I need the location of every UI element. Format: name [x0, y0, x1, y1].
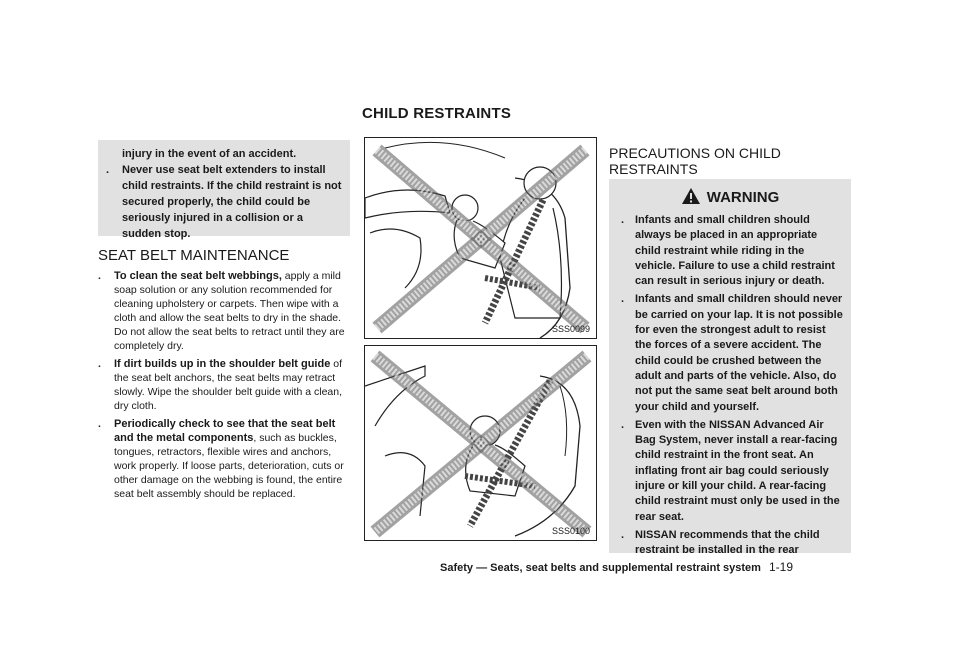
footer-section-title: Safety — Seats, seat belts and supplemental restraint system — [440, 562, 761, 574]
item-lead: To clean the seat belt webbings, — [114, 270, 282, 282]
bullet-dot: . — [621, 293, 625, 306]
warning-item — [621, 292, 843, 414]
warning-item — [621, 213, 843, 289]
page-footer — [440, 560, 793, 574]
precautions-heading-line2: RESTRAINTS — [609, 161, 698, 177]
warning-item-text: Infants and small children should always be placed in an appropriate child restraint while riding in the vehicle. Failure to use a child restraint can result in serious injury or death. — [635, 214, 835, 288]
warning-item-text: Infants and small children should never be carried on your lap. It is not possible for even the strongest adult to resist the forces of a severe accident. The child could be crushed between the adult and parts of the vehicle. Also, do not put the same seat belt around both your child and yourself. — [635, 293, 843, 413]
maintenance-item — [98, 269, 350, 353]
figure-adult-lap-child — [364, 137, 597, 339]
item-lead: If dirt builds up in the shoulder belt guide — [114, 358, 331, 370]
extender-warning-box — [98, 140, 350, 240]
figure-code: SSS0100 — [551, 526, 590, 536]
precautions-heading-line1: PRECAUTIONS ON CHILD — [609, 145, 781, 161]
section-title: CHILD RESTRAINTS — [362, 105, 512, 122]
warning-triangle-icon — [681, 187, 701, 209]
bullet-dot: . — [106, 164, 110, 176]
page-number: 1-19 — [768, 560, 793, 574]
illustration-shared-belt — [365, 346, 597, 541]
precautions-heading — [609, 145, 851, 177]
warning-title: WARNING — [706, 188, 780, 206]
bullet-dot: . — [98, 418, 101, 430]
left-column — [98, 140, 350, 505]
warning-list — [609, 209, 851, 553]
item-lead: Periodically check to see that the seat belt and the metal components — [114, 418, 336, 444]
bullet-dot: . — [621, 418, 625, 431]
item-text: of the seat belt anchors, the seat belts may retract slowly. Wipe the shoulder belt guide with a clean, dry cloth. — [114, 358, 343, 412]
bullet-dot: . — [621, 528, 625, 541]
bullet-dot: . — [98, 270, 101, 282]
maintenance-item — [98, 417, 350, 501]
extender-warning — [106, 162, 342, 242]
extender-warning-text: Never use seat belt extenders to install child restraints. If the child restraint is not secured properly, the child could be seriously injured in a collision or a sudden stop. — [122, 164, 342, 240]
bullet-dot: . — [98, 358, 101, 370]
warning-box — [609, 179, 851, 553]
item-text: apply a mild soap solution or any solution recommended for cleaning upholstery or carpets. Then wipe with a cloth and allow the seat belts to dry in the shade. Do not allow the seat belts to retract until they are completely dry. — [114, 270, 345, 352]
continued-text: injury in the event of an accident. — [122, 148, 297, 160]
maintenance-heading: SEAT BELT MAINTENANCE — [98, 247, 290, 264]
bullet-dot: . — [621, 214, 625, 226]
warning-item-text: Even with the NISSAN Advanced Air Bag System, never install a rear-facing child restraint in the front seat. An inflating front air bag could seriously injure or kill your child. A rear-facing child restraint must only be used in the rear seat. — [635, 418, 840, 523]
warning-item — [621, 528, 843, 553]
warning-item-text: NISSAN recommends that the child restraint be installed in the rear — [635, 528, 820, 553]
warning-item — [621, 418, 843, 525]
warning-header — [609, 187, 851, 209]
figure-shared-belt — [364, 345, 597, 541]
item-text: , such as buckles, tongues, retractors, flexible wires and anchors, work properly. If loose parts, deterioration, cuts or other damage on the webbing is found, the entire seat belt assembly should be replaced. — [114, 432, 344, 500]
illustration-lap-child — [365, 138, 597, 339]
maintenance-item — [98, 357, 350, 413]
figure-code: SSS0099 — [551, 324, 590, 334]
